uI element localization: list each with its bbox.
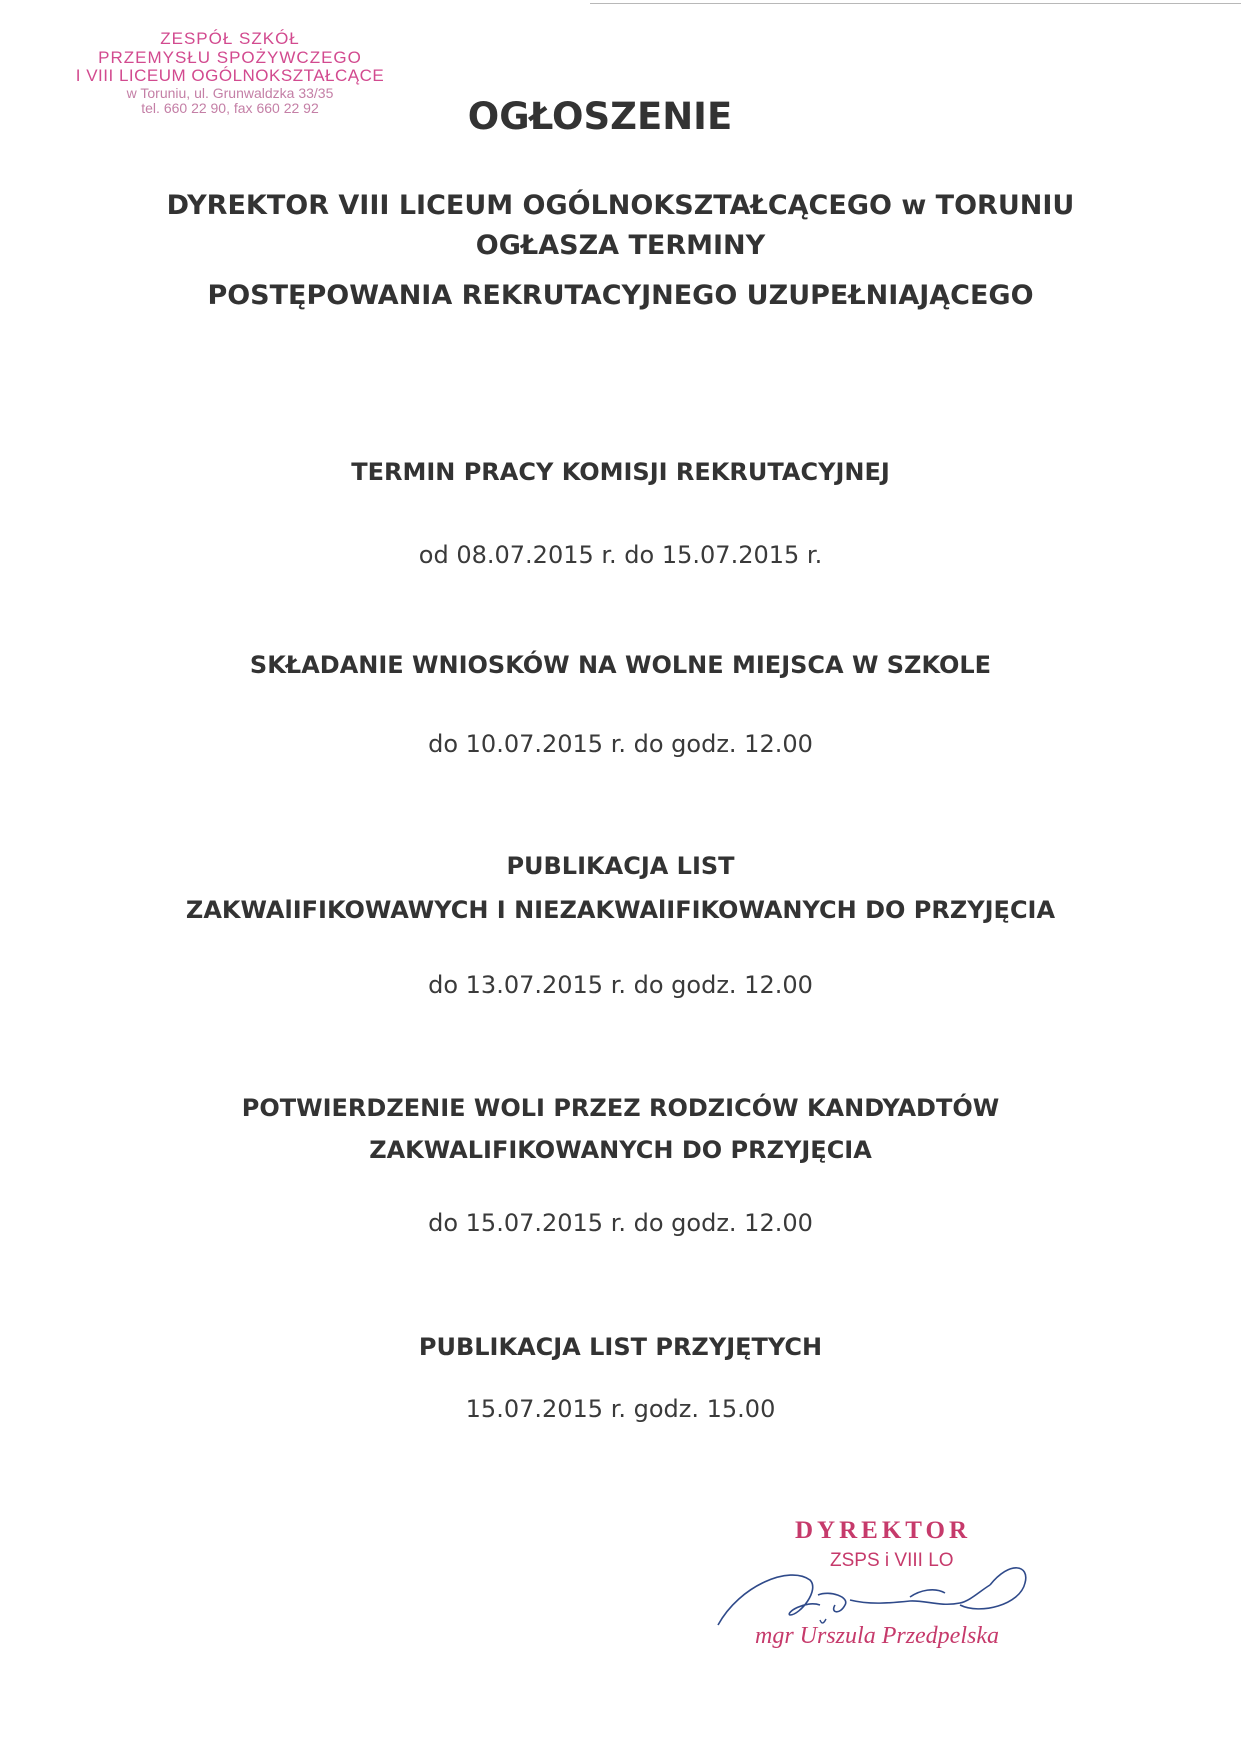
section-1-title: TERMIN PRACY KOMISJI REKRUTACYJNEJ xyxy=(351,458,890,486)
stamp-line-1: ZESPÓŁ SZKÓŁ xyxy=(160,29,300,48)
scan-edge-line xyxy=(590,3,1241,4)
heading-line-2: OGŁASZA TERMINY xyxy=(475,230,766,261)
section-3-title-line-1: PUBLIKACJA LIST xyxy=(506,852,735,880)
section-2-title: SKŁADANIE WNIOSKÓW NA WOLNE MIEJSCA W SZKOLE xyxy=(249,651,992,679)
section-3-title-line-2: ZAKWAlIFIKOWAWYCH I NIEZAKWAlIFIKOWANYCH DO PRZYJĘCIA xyxy=(185,896,1056,924)
heading-line-1: DYREKTOR VIII LICEUM OGÓLNOKSZTAŁCĄCEGO w TORUNIU xyxy=(166,190,1075,221)
section-4-date: do 15.07.2015 r. do godz. 12.00 xyxy=(428,1209,813,1237)
heading-line-3: POSTĘPOWANIA REKRUTACYJNEGO UZUPEŁNIAJĄCEGO xyxy=(207,280,1034,311)
stamp-line-3: I VIII LICEUM OGÓLNOKSZTAŁCĄCE xyxy=(75,66,385,86)
section-5-date: 15.07.2015 r. godz. 15.00 xyxy=(465,1395,776,1423)
page-title: OGŁOSZENIE xyxy=(467,95,733,138)
stamp-line-2: PRZEMYSŁU SPOŻYWCZEGO xyxy=(98,47,362,67)
section-2-date: do 10.07.2015 r. do godz. 12.00 xyxy=(428,730,813,758)
section-3-date: do 13.07.2015 r. do godz. 12.00 xyxy=(428,971,813,999)
signature-unit: ZSPS i VIII LO xyxy=(830,1550,954,1571)
school-stamp xyxy=(60,30,400,117)
stamp-address: w Toruniu, ul. Grunwaldzka 33/35 xyxy=(126,85,334,102)
section-1-date: od 08.07.2015 r. do 15.07.2015 r. xyxy=(418,541,823,569)
section-5-title: PUBLIKACJA LIST PRZYJĘTYCH xyxy=(418,1333,823,1361)
section-4-title-line-2: ZAKWALIFIKOWANYCH DO PRZYJĘCIA xyxy=(369,1136,872,1164)
signature-name: mgr Urszula Przedpelska xyxy=(755,1623,999,1649)
signature-title: DYREKTOR xyxy=(795,1517,972,1544)
stamp-phone: tel. 660 22 90, fax 660 22 92 xyxy=(141,100,319,117)
section-4-title-line-1: POTWIERDZENIE WOLI PRZEZ RODZICÓW KANDYADTÓW xyxy=(241,1094,1000,1122)
director-signature-block xyxy=(710,1505,1070,1675)
